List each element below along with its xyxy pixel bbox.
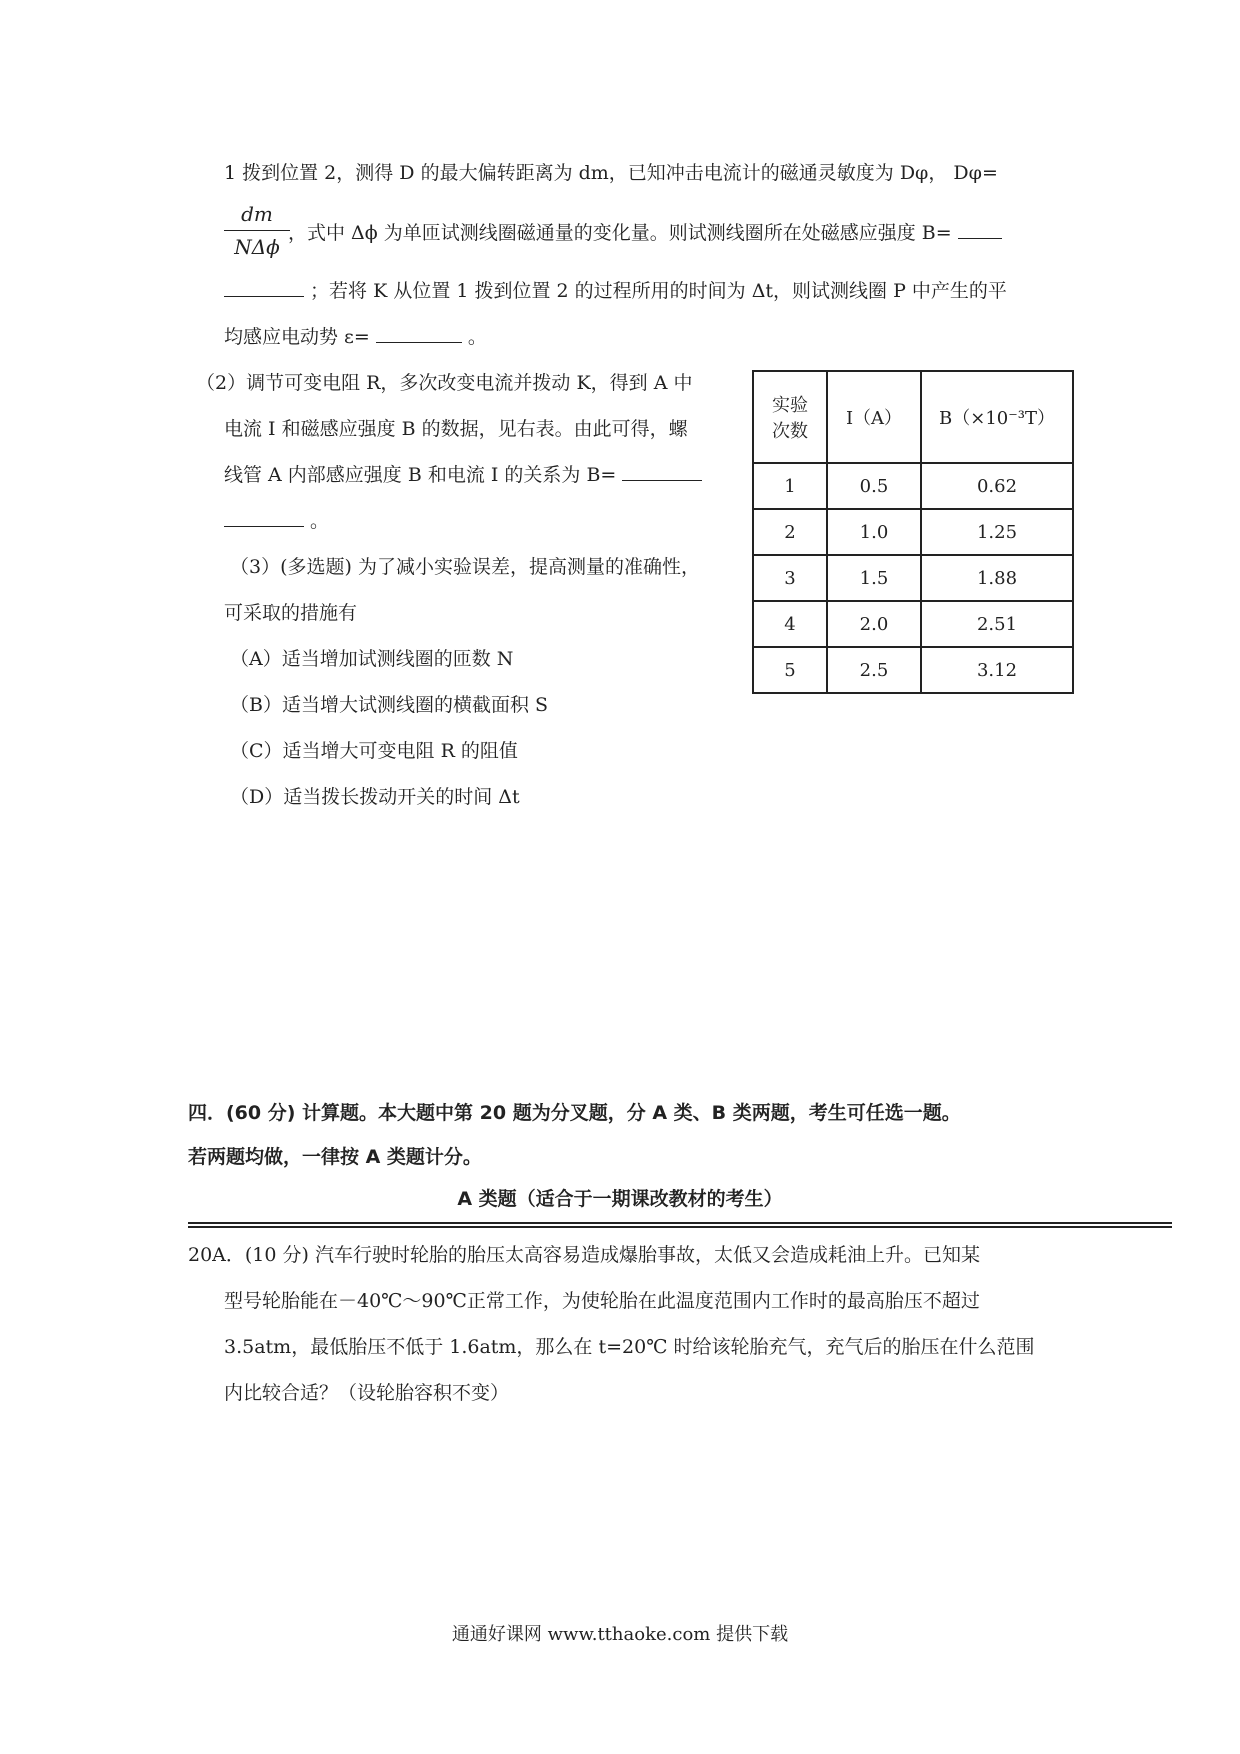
q19-part3-line1: （3）(多选题) 为了减小实验误差，提高测量的准确性， — [230, 556, 700, 578]
q20a-line4: 内比较合适？（设轮胎容积不变） — [224, 1382, 510, 1404]
q20a-line3: 3.5atm，最低胎压不低于 1.6atm，那么在 t=20℃ 时给该轮胎充气，充气后的胎压在什么范围 — [224, 1336, 1035, 1358]
q19-part2-line3 — [224, 462, 702, 488]
table-cell: 1.88 — [921, 555, 1073, 601]
table-cell: 5 — [753, 647, 827, 693]
q19-part1-line3 — [224, 278, 1007, 304]
table-cell: 2.5 — [827, 647, 921, 693]
table-cell: 1.25 — [921, 509, 1073, 555]
table-header-trial-line2: 次数 — [772, 421, 808, 442]
q19-part2-line4-end: 。 — [310, 510, 330, 532]
q19-part1-line4 — [224, 324, 487, 350]
table-row — [753, 509, 1073, 555]
data-table — [752, 370, 1074, 694]
table-cell: 1.0 — [827, 509, 921, 555]
fraction-numerator: dm — [241, 202, 273, 226]
table-cell: 0.62 — [921, 463, 1073, 509]
q19-part2-line2: 电流 I 和磁感应强度 B 的数据，见右表。由此可得，螺 — [224, 418, 688, 440]
q20a-line2: 型号轮胎能在－40℃～90℃正常工作，为使轮胎在此温度范围内工作时的最高胎压不超过 — [224, 1290, 980, 1312]
table-cell: 2.51 — [921, 601, 1073, 647]
option-d: （D）适当拨长拨动开关的时间 Δt — [230, 786, 520, 808]
table-cell: 2 — [753, 509, 827, 555]
table-header-current: I（A） — [827, 371, 921, 463]
divider-rule-bottom — [188, 1226, 1172, 1228]
footer-text: 通通好课网 www.tthaoke.com 提供下载 — [451, 1624, 789, 1645]
q19-part2-line3-text: 线管 A 内部感应强度 B 和电流 I 的关系为 B= — [224, 464, 617, 486]
q19-part3-line2: 可采取的措施有 — [224, 602, 358, 624]
q19-part2-line1: （2）调节可变电阻 R，多次改变电流并拨动 K，得到 A 中 — [196, 372, 693, 394]
answer-blank-emf — [376, 324, 462, 343]
table-cell: 4 — [753, 601, 827, 647]
option-b: （B）适当增大试测线圈的横截面积 S — [230, 694, 549, 716]
answer-blank-relation — [622, 462, 702, 481]
q19-part1-line2-text: ，式中 Δϕ 为单匝试测线圈磁通量的变化量。则试测线圈所在处磁感应强度 B= — [288, 222, 952, 244]
q19-part1-line4-end: 。 — [467, 326, 487, 348]
option-c: （C）适当增大可变电阻 R 的阻值 — [230, 740, 518, 762]
table-cell: 2.0 — [827, 601, 921, 647]
table-cell: 3 — [753, 555, 827, 601]
table-row — [753, 601, 1073, 647]
q19-part1-line3-text: ；若将 K 从位置 1 拨到位置 2 的过程所用的时间为 Δt，则试测线圈 P 中产生的平 — [310, 280, 1007, 302]
table-cell: 1.5 — [827, 555, 921, 601]
fraction-bar — [224, 230, 290, 231]
q20a-line1: 20A．(10 分) 汽车行驶时轮胎的胎压太高容易造成爆胎事故，太低又会造成耗油上升。已知某 — [188, 1244, 980, 1266]
fraction-denominator: NΔϕ — [234, 235, 280, 259]
q19-part1-line4-text: 均感应电动势 ε= — [224, 326, 370, 348]
table-header-field: B（×10⁻³T） — [921, 371, 1073, 463]
table-cell: 1 — [753, 463, 827, 509]
answer-blank-relation-cont — [224, 508, 304, 527]
q19-part1-line1: 1 拨到位置 2，测得 D 的最大偏转距离为 dm，已知冲击电流计的磁通灵敏度为 Dφ， Dφ= — [224, 162, 998, 184]
table-cell: 3.12 — [921, 647, 1073, 693]
table-header-trial-line1: 实验 — [772, 395, 808, 416]
table-row — [753, 463, 1073, 509]
table-cell: 0.5 — [827, 463, 921, 509]
section4-subheading: A 类题（适合于一期课改教材的考生） — [457, 1188, 783, 1210]
q19-part1-line2 — [288, 220, 1002, 246]
table-row — [753, 555, 1073, 601]
table-row — [753, 647, 1073, 693]
q19-part2-line4 — [224, 508, 329, 534]
divider-rule-top — [188, 1222, 1172, 1224]
answer-blank-b — [958, 220, 1002, 239]
fraction-dm-over-ndphi — [224, 200, 290, 261]
option-a: （A）适当增加试测线圈的匝数 N — [230, 648, 514, 670]
table-header-row — [753, 371, 1073, 463]
section4-line1: 四．(60 分) 计算题。本大题中第 20 题为分叉题，分 A 类、B 类两题，考生可任选一题。 — [188, 1102, 961, 1124]
section4-line2: 若两题均做，一律按 A 类题计分。 — [188, 1146, 482, 1168]
answer-blank-b-cont — [224, 278, 304, 297]
table-header-trial — [753, 371, 827, 463]
